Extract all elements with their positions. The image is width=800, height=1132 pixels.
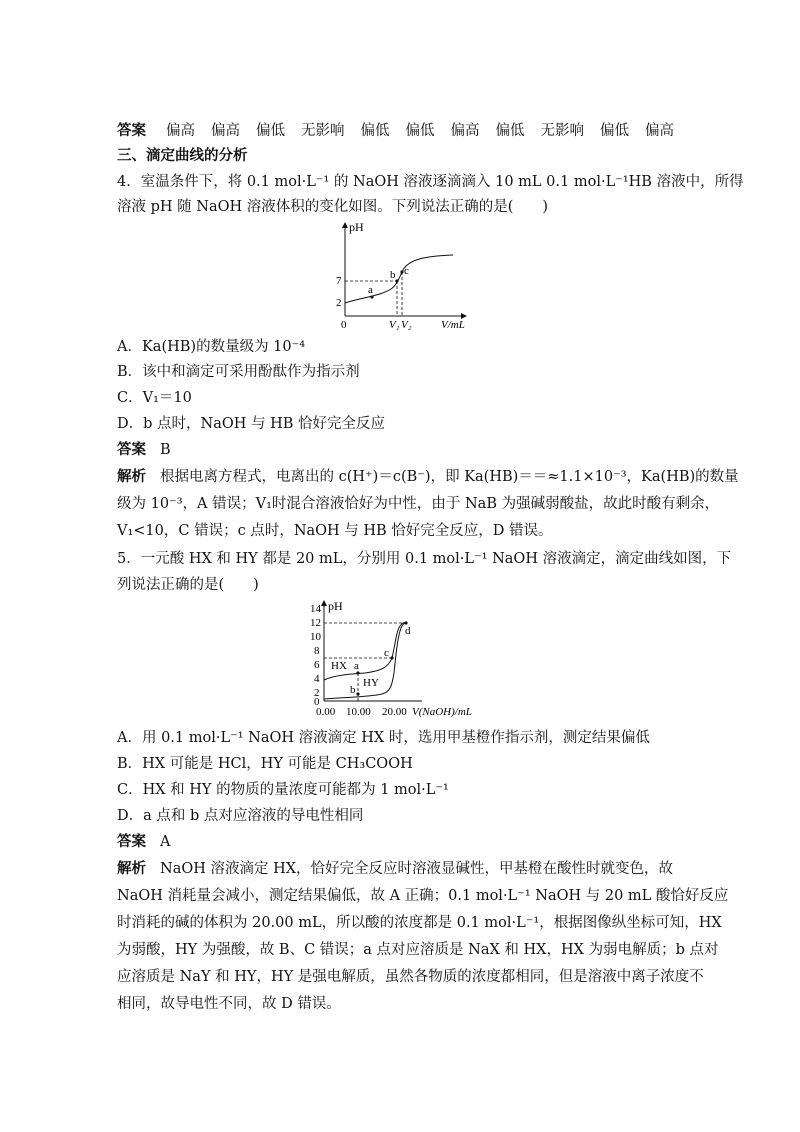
q5-xtick: 20.00 xyxy=(382,706,407,718)
q5-analysis-label: 解析 xyxy=(117,860,146,877)
q5-analysis-line4: 为弱酸，HY 为强酸，故 B、C 错误；a 点对应溶质是 NaX 和 HX，HX 为弱电解质；b 点对 xyxy=(117,942,719,958)
answer-cell: 偏低 xyxy=(256,123,285,139)
q5-answer-label: 答案 xyxy=(117,833,146,850)
q5-xlabel: V(NaOH)/mL xyxy=(412,706,472,718)
q5-option-b: B．HX 可能是 HCl，HY 可能是 CH₃COOH xyxy=(117,756,413,772)
answers-row xyxy=(117,121,690,141)
q4-stem-line2: 溶液 pH 随 NaOH 溶液体积的变化如图。下列说法正确的是( ) xyxy=(117,199,549,215)
q4-origin: 0 xyxy=(341,319,347,331)
q5-answer xyxy=(117,832,170,852)
q5-ytick: 4 xyxy=(314,673,320,685)
q5-y-arrow xyxy=(321,600,327,606)
q5-label-c: c xyxy=(384,647,389,659)
q4-xtick-v1: V₁ xyxy=(389,319,400,331)
q5-option-d: D．a 点和 b 点对应溶液的导电性相同 xyxy=(117,808,364,824)
q5-analysis-line1 xyxy=(117,859,673,879)
answer-cell: 偏高 xyxy=(166,123,195,139)
q5-analysis-line2: NaOH 消耗量会减小，测定结果偏低，故 A 正确；0.1 mol·L⁻¹ NaOH 与 20 mL 酸恰好反应 xyxy=(117,888,729,904)
q4-curve xyxy=(345,255,453,303)
q4-ytick-7: 7 xyxy=(336,275,342,287)
q5-label-b: b xyxy=(350,684,356,696)
q4-analysis-line3: V₁<10，C 错误；c 点时，NaOH 与 HB 恰好完全反应，D 错误。 xyxy=(117,523,553,539)
q4-xtick-v2: V₂ xyxy=(401,319,412,331)
q5-ytick: 2 xyxy=(314,687,320,699)
q4-label-a: a xyxy=(368,284,373,296)
q5-analysis-line6: 相同，故导电性不同，故 D 错误。 xyxy=(117,996,341,1012)
q4-option-d: D．b 点时，NaOH 与 HB 恰好完全反应 xyxy=(117,416,386,432)
section-title: 三、滴定曲线的分析 xyxy=(117,147,248,164)
q5-analysis-line3: 时消耗的碱的体积为 20.00 mL，所以酸的浓度都是 0.1 mol·L⁻¹，根据图像纵坐标可知，HX xyxy=(117,915,722,931)
answer-cell: 偏高 xyxy=(211,123,240,139)
q4-option-a: A．Ka(HB)的数量级为 10⁻⁴ xyxy=(117,339,306,355)
q5-xtick: 0.00 xyxy=(316,706,336,718)
answer-cell: 无影响 xyxy=(301,123,345,139)
q5-label-d: d xyxy=(405,625,411,637)
answer-cell: 偏低 xyxy=(405,123,435,139)
q4-point-b xyxy=(395,279,398,282)
q4-answer-label: 答案 xyxy=(117,441,146,458)
q5-analysis-line5: 应溶质是 NaY 和 HY，HY 是强电解质，虽然各物质的浓度都相同，但是溶液中离子浓度不 xyxy=(117,969,704,985)
q4-answer xyxy=(117,440,171,460)
answer-cell: 偏高 xyxy=(645,123,674,139)
q4-analysis-line2: 级为 10⁻³，A 错误；V₁时混合溶液恰好为中性，由于 NaB 为强碱弱酸盐，故此时酸有剩余， xyxy=(117,496,720,512)
q5-answer-value: A xyxy=(160,834,171,850)
q4-option-b: B．该中和滴定可采用酚酞作为指示剂 xyxy=(117,364,360,380)
q5-label-hx: HX xyxy=(331,660,347,672)
q5-ytick: 0 xyxy=(314,696,320,708)
q5-ytick: 8 xyxy=(314,645,320,657)
q4-y-arrow xyxy=(342,222,348,228)
q4-stem-line1: 4．室温条件下，将 0.1 mol·L⁻¹ 的 NaOH 溶液逐滴滴入 10 mL 0.1 mol·L⁻¹HB 溶液中，所得 xyxy=(117,174,744,190)
q4-answer-value: B xyxy=(160,442,171,458)
q4-option-c: C．V₁＝10 xyxy=(117,390,192,406)
answer-cell: 偏低 xyxy=(360,123,390,139)
answer-cell: 偏低 xyxy=(495,123,525,139)
answer-cell: 无影响 xyxy=(540,123,584,139)
q5-ytick: 12 xyxy=(310,617,321,629)
q4-label-b: b xyxy=(390,269,396,281)
answer-label: 答案 xyxy=(117,122,146,139)
q5-ytick: 14 xyxy=(310,603,321,615)
q5-stem-line1: 5．一元酸 HX 和 HY 都是 20 mL，分别用 0.1 mol·L⁻¹ NaOH 溶液滴定，滴定曲线如图，下 xyxy=(117,551,732,567)
q5-titration-chart xyxy=(310,598,500,720)
q4-analysis-line1 xyxy=(117,467,739,487)
q5-ytick: 6 xyxy=(314,659,320,671)
q4-xlabel: V/mL xyxy=(441,319,465,331)
q4-analysis-label: 解析 xyxy=(117,468,146,485)
q5-label-hy: HY xyxy=(363,677,379,689)
q5-analysis-text: NaOH 溶液滴定 HX，恰好完全反应时溶液显碱性，甲基橙在酸性时就变色，故 xyxy=(160,861,674,877)
q5-option-a: A．用 0.1 mol·L⁻¹ NaOH 溶液滴定 HX 时，选用甲基橙作指示剂，测定结果偏低 xyxy=(117,730,650,746)
answer-cell: 偏高 xyxy=(450,123,480,139)
q4-ytick-2: 2 xyxy=(336,297,342,309)
q4-label-c: c xyxy=(404,265,409,277)
q4-titration-chart xyxy=(325,220,485,335)
q5-point-b xyxy=(356,692,359,695)
q5-ytick: 10 xyxy=(310,631,321,643)
answer-cell: 偏低 xyxy=(600,123,629,139)
q5-option-c: C．HX 和 HY 的物质的量浓度可能都为 1 mol·L⁻¹ xyxy=(117,782,449,798)
q5-label-a: a xyxy=(354,660,359,672)
q5-stem-line2: 列说法正确的是( ) xyxy=(117,577,259,593)
q5-point-c xyxy=(390,656,393,659)
q4-analysis-text: 根据电离方程式，电离出的 c(H⁺)＝c(B⁻)，即 Ka(HB)＝＝≈1.1×10⁻³，Ka(HB)的数量 xyxy=(160,469,739,485)
q5-xtick: 10.00 xyxy=(346,706,371,718)
q4-ylabel: pH xyxy=(349,220,364,234)
q5-ylabel: pH xyxy=(328,599,343,613)
